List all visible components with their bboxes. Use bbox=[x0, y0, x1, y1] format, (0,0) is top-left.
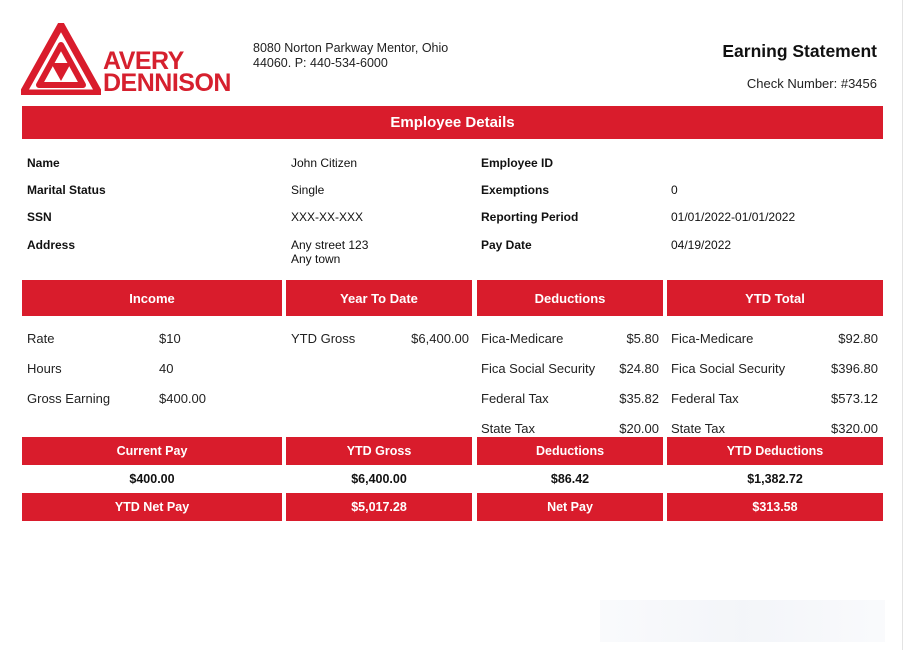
ytd-total-label: Federal Tax bbox=[671, 391, 739, 406]
pay-date-value: 04/19/2022 bbox=[671, 238, 732, 252]
statement-title: Earning Statement bbox=[722, 41, 877, 61]
rate-label: Rate bbox=[27, 331, 55, 346]
ssn-value: XXX-XX-XXX bbox=[291, 210, 364, 224]
check-number: Check Number: #3456 bbox=[746, 76, 877, 91]
address-value bbox=[291, 238, 368, 266]
deduction-value: $20.00 bbox=[619, 421, 659, 436]
ytd-net-pay-header: YTD Net Pay bbox=[22, 493, 282, 521]
deduction-label: Federal Tax bbox=[481, 391, 549, 406]
gross-earning-value: $400.00 bbox=[159, 391, 206, 406]
brand-line1: AVERY bbox=[103, 47, 184, 75]
exemptions-label: Exemptions bbox=[481, 183, 550, 197]
ssn-label: SSN bbox=[27, 210, 52, 224]
ytd-gross-value: $6,400.00 bbox=[411, 331, 469, 346]
marital-status-label: Marital Status bbox=[27, 183, 106, 197]
ytd-total-label: State Tax bbox=[671, 421, 725, 436]
ytd-gross-header: YTD Gross bbox=[286, 437, 472, 465]
ytd-total-label: Fica-Medicare bbox=[671, 331, 754, 346]
ytd-deductions-header: YTD Deductions bbox=[667, 437, 883, 465]
deductions-header: Deductions bbox=[477, 280, 663, 316]
address-value-line1: Any street 123 bbox=[291, 238, 369, 252]
marital-status-value: Single bbox=[291, 183, 325, 197]
employee-details-header: Employee Details bbox=[22, 106, 883, 139]
ytd-gross-label: YTD Gross bbox=[291, 331, 356, 346]
ytd-total-value: $92.80 bbox=[838, 331, 878, 346]
deduction-label: Fica Social Security bbox=[481, 361, 596, 376]
rate-value: $10 bbox=[159, 331, 181, 346]
deduction-value: $24.80 bbox=[619, 361, 659, 376]
deductions-total-header: Deductions bbox=[477, 437, 663, 465]
reporting-period-value: 01/01/2022-01/01/2022 bbox=[671, 210, 796, 224]
avery-triangle-icon bbox=[21, 23, 101, 95]
hours-value: 40 bbox=[159, 361, 174, 376]
ytd-total-value: $320.00 bbox=[831, 421, 878, 436]
ytd-total-header: YTD Total bbox=[667, 280, 883, 316]
address-line2: 44060. P: 440-534-6000 bbox=[253, 56, 388, 70]
ytd-net-pay-value: $5,017.28 bbox=[286, 493, 472, 521]
ytd-gross-total-value: $6,400.00 bbox=[351, 472, 407, 486]
pay-date-label: Pay Date bbox=[481, 238, 532, 252]
gross-earning-label: Gross Earning bbox=[27, 391, 111, 406]
year-to-date-header: Year To Date bbox=[286, 280, 472, 316]
exemptions-value: 0 bbox=[671, 183, 678, 197]
net-pay-value: $313.58 bbox=[667, 493, 883, 521]
company-logo bbox=[21, 23, 236, 95]
hours-label: Hours bbox=[27, 361, 62, 376]
ytd-total-label: Fica Social Security bbox=[671, 361, 786, 376]
address-label: Address bbox=[27, 238, 76, 252]
deduction-value: $35.82 bbox=[619, 391, 659, 406]
deductions-total-value: $86.42 bbox=[550, 472, 590, 486]
deduction-value: $5.80 bbox=[626, 331, 659, 346]
address-value-line2: Any town bbox=[291, 252, 341, 266]
brand-line2: DENNISON bbox=[103, 69, 231, 97]
deduction-label: Fica-Medicare bbox=[481, 331, 564, 346]
employee-id-label: Employee ID bbox=[481, 156, 554, 170]
ytd-total-value: $396.80 bbox=[831, 361, 878, 376]
faded-watermark bbox=[600, 600, 885, 642]
income-header: Income bbox=[22, 280, 282, 316]
ytd-deductions-value: $1,382.72 bbox=[747, 472, 803, 486]
current-pay-value: $400.00 bbox=[129, 472, 175, 486]
reporting-period-label: Reporting Period bbox=[481, 210, 579, 224]
deduction-label: State Tax bbox=[481, 421, 535, 436]
address-line1: 8080 Norton Parkway Mentor, Ohio bbox=[253, 41, 449, 55]
company-address bbox=[253, 41, 448, 71]
net-pay-header: Net Pay bbox=[477, 493, 663, 521]
name-label: Name bbox=[27, 156, 60, 170]
name-value: John Citizen bbox=[291, 156, 358, 170]
current-pay-header: Current Pay bbox=[22, 437, 282, 465]
ytd-total-value: $573.12 bbox=[831, 391, 878, 406]
